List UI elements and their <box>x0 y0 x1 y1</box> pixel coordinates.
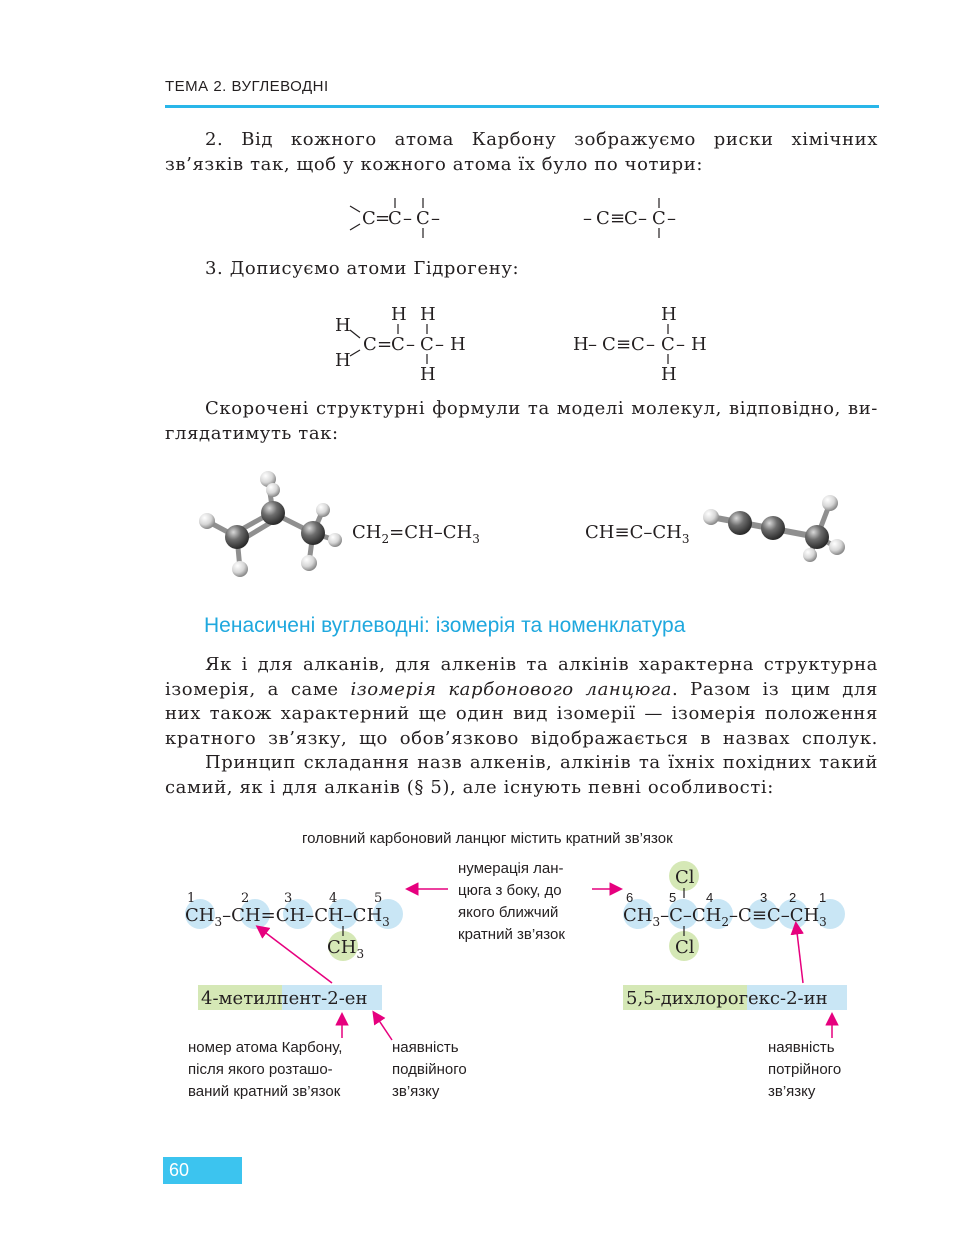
chain-number: 1 <box>819 890 827 905</box>
atom-h: H <box>420 304 436 325</box>
subscript-2: 2 <box>381 532 390 546</box>
subscript-3: 3 <box>214 915 223 929</box>
right-name <box>626 988 828 1009</box>
main-chain-note: головний карбоновий ланцюг містить кратний зв’язок <box>302 830 673 847</box>
chain-number: 4 <box>329 891 338 906</box>
atom-h: H <box>450 334 466 355</box>
atom-c: C <box>631 334 645 355</box>
right-name-prefix: 5,5-дихлоро <box>626 988 739 1009</box>
double-bond: = <box>260 905 276 926</box>
subscript-3: 3 <box>382 915 390 929</box>
chain-number: 5 <box>669 890 677 905</box>
bond-dash: – <box>583 208 592 229</box>
note-triple-line: наявність <box>768 1039 835 1056</box>
bond-dash: – <box>780 905 790 926</box>
atom-c: C <box>652 208 666 229</box>
p1-line4: кратного зв’язку, що обов’язково відображається в назвах сполук. <box>165 727 878 749</box>
note-double-line: подвійного <box>392 1061 467 1078</box>
step2-line1: 2. Від кожного атома Карбону зображуємо риски хімічних <box>205 129 878 150</box>
subscript-2: 2 <box>721 915 730 929</box>
atom-h: H <box>573 334 589 355</box>
ch-group: CH <box>314 905 344 926</box>
double-bond: = <box>375 208 391 229</box>
ch-group: CH <box>275 905 306 926</box>
atom-c: C <box>602 334 616 355</box>
bond-dash: – <box>433 522 443 543</box>
subscript-3: 3 <box>472 532 480 546</box>
nomenclature-diagram <box>160 820 880 1120</box>
bond-dash: – <box>431 208 440 229</box>
p1-line2-pre: ізомерія, а саме <box>165 678 351 700</box>
step2-paragraph <box>165 128 878 177</box>
atom-h: H <box>691 334 707 355</box>
left-name-prefix: 4-метил <box>201 988 277 1009</box>
atom-c: C <box>362 208 376 229</box>
bond-dash: – <box>406 334 415 355</box>
body-paragraph-1 <box>165 653 878 751</box>
chain-number: 4 <box>706 890 714 905</box>
p2-line1: Принцип складання назв алкенів, алкінів та їхніх похідних такий <box>205 752 878 773</box>
bond-dash: – <box>435 334 444 355</box>
subscript-3: 3 <box>652 915 661 929</box>
atom-c: C <box>661 334 675 355</box>
ch-group: CH <box>585 522 615 543</box>
p1-line3: них також характерний ще один вид ізомерії — ізомерія положення <box>165 703 878 724</box>
atom-c: C <box>738 905 752 926</box>
full-structural-formulas <box>330 300 730 385</box>
subscript-3: 3 <box>681 532 690 546</box>
svg-text:CH3 <box>327 937 364 961</box>
ch3-group: CH <box>185 905 215 926</box>
p1-line2 <box>165 678 878 703</box>
page-number: 60 <box>163 1157 242 1184</box>
note-triple-line: потрійного <box>768 1061 842 1078</box>
left-name <box>201 988 367 1009</box>
header-rule <box>165 105 879 108</box>
atom-cl: Cl <box>675 937 695 958</box>
svg-text:CH≡C–CH3 <box>585 522 689 546</box>
note-triple-line: зв’язку <box>768 1083 816 1100</box>
ch3-group: CH <box>442 522 473 543</box>
chain-number: 1 <box>187 891 196 906</box>
section-heading: Ненасичені вуглеводні: ізомерія та номенклатура <box>204 614 686 637</box>
bond-dash: – <box>403 208 412 229</box>
numbering-note <box>458 860 565 943</box>
propene-model <box>199 471 342 577</box>
condensed-line1: Скорочені структурні формули та моделі молекул, відповідно, ви- <box>205 398 878 419</box>
propyne-full <box>573 304 707 385</box>
note-double-line: наявність <box>392 1039 459 1056</box>
p2-line2: самий, як і для алканів (§ 5), але існують певні особливості: <box>165 776 774 798</box>
svg-text:CH3–CH=CH–CH–CH3 <box>185 905 390 929</box>
bond-dash: – <box>729 905 739 926</box>
double-bond: = <box>377 334 393 355</box>
bond-dash: – <box>676 334 685 355</box>
bond-dash: – <box>660 905 670 926</box>
ch3-group: CH <box>327 937 357 958</box>
bond-dash: – <box>588 334 597 355</box>
header-title: ТЕМА 2. ВУГЛЕВОДНІ <box>165 78 329 95</box>
molecule-models <box>185 465 865 590</box>
atom-c: C <box>420 334 434 355</box>
bond-dash: – <box>682 905 692 926</box>
chain-number: 2 <box>789 890 797 905</box>
chain-number: 6 <box>626 890 634 905</box>
propene-condensed-formula <box>352 522 480 546</box>
bond-dash: – <box>643 522 653 543</box>
triple-bond: ≡ <box>751 905 767 926</box>
ch2-group: CH <box>352 522 382 543</box>
ch3-group: CH <box>623 905 653 926</box>
atom-h: H <box>661 364 677 385</box>
p1-line1: Як і для алканів, для алкенів та алкінів характерна структурна <box>205 654 878 675</box>
note-position <box>188 1039 342 1100</box>
step3-text: 3. Дописуємо атоми Гідрогену: <box>205 258 520 279</box>
atom-h: H <box>391 304 407 325</box>
ch-group: CH <box>231 905 261 926</box>
propyne-skeleton <box>583 198 676 238</box>
note-triple-bond <box>768 1039 841 1100</box>
ch3-group: CH <box>789 905 820 926</box>
ch2-group: CH <box>691 905 722 926</box>
atom-c: C <box>388 208 402 229</box>
condensed-line2: глядатимуть так: <box>165 422 339 444</box>
atom-h: H <box>335 315 351 336</box>
double-bond: = <box>389 522 405 543</box>
bond-dash: – <box>646 334 655 355</box>
p1-line2-italic: ізомерія карбонового ланцюга <box>350 678 673 700</box>
note-double-bond <box>392 1039 467 1100</box>
numbering-note-line: якого ближчий <box>458 904 559 921</box>
atom-c: C <box>363 334 377 355</box>
bond-dash: – <box>667 208 676 229</box>
left-name-root: пент-2-ен <box>276 988 368 1009</box>
body-paragraph-2 <box>165 751 878 800</box>
atom-c: C <box>669 905 683 926</box>
p1-line2-post: . Разом із цим для <box>672 678 878 700</box>
ch3-group: CH <box>652 522 682 543</box>
svg-text:CH2=CH–CH3 <box>352 522 480 546</box>
atom-c: C <box>624 208 638 229</box>
atom-c: C <box>391 334 405 355</box>
condensed-intro <box>165 397 878 446</box>
ch-group: CH <box>404 522 434 543</box>
note-position-line: ваний кратний зв’язок <box>188 1083 341 1100</box>
bond-dash: – <box>343 905 353 926</box>
triple-bond: ≡ <box>616 334 632 355</box>
propene-full <box>335 304 466 385</box>
chain-number: 2 <box>241 891 250 906</box>
atom-h: H <box>661 304 677 325</box>
bond-dash: – <box>222 905 232 926</box>
atom-c: C <box>766 905 781 926</box>
atom-c: C <box>596 208 610 229</box>
step2-line2: зв’язків так, щоб у кожного атома їх було по чотири: <box>165 153 704 175</box>
atom-cl: Cl <box>675 867 695 888</box>
atom-c: C <box>629 522 644 543</box>
triple-bond: ≡ <box>614 522 630 543</box>
note-position-line: після якого розташо- <box>188 1061 333 1078</box>
left-chain-formula <box>185 905 390 961</box>
atom-c: C <box>416 208 430 229</box>
numbering-note-line: нумерація лан- <box>458 860 564 877</box>
atom-h: H <box>420 364 436 385</box>
chain-number: 3 <box>284 891 293 906</box>
subscript-3: 3 <box>819 915 827 929</box>
ch3-group: CH <box>352 905 383 926</box>
atom-h: H <box>335 350 351 371</box>
numbering-note-line: цюга з боку, до <box>458 882 562 899</box>
bond-dash: – <box>305 905 315 926</box>
propyne-condensed-formula <box>585 522 689 546</box>
chain-number: 5 <box>374 891 383 906</box>
chain-number: 3 <box>760 890 768 905</box>
subscript-3: 3 <box>356 947 365 961</box>
note-double-line: зв’язку <box>392 1083 440 1100</box>
numbering-note-line: кратний зв’язок <box>458 926 565 943</box>
triple-bond: ≡ <box>610 208 626 229</box>
right-name-root: гекс-2-ин <box>738 988 828 1009</box>
note-position-line: номер атома Карбону, <box>188 1039 343 1056</box>
bond-dash: – <box>638 208 647 229</box>
propene-skeleton <box>350 198 440 238</box>
propyne-model <box>703 495 845 562</box>
skeleton-formulas <box>330 188 710 238</box>
